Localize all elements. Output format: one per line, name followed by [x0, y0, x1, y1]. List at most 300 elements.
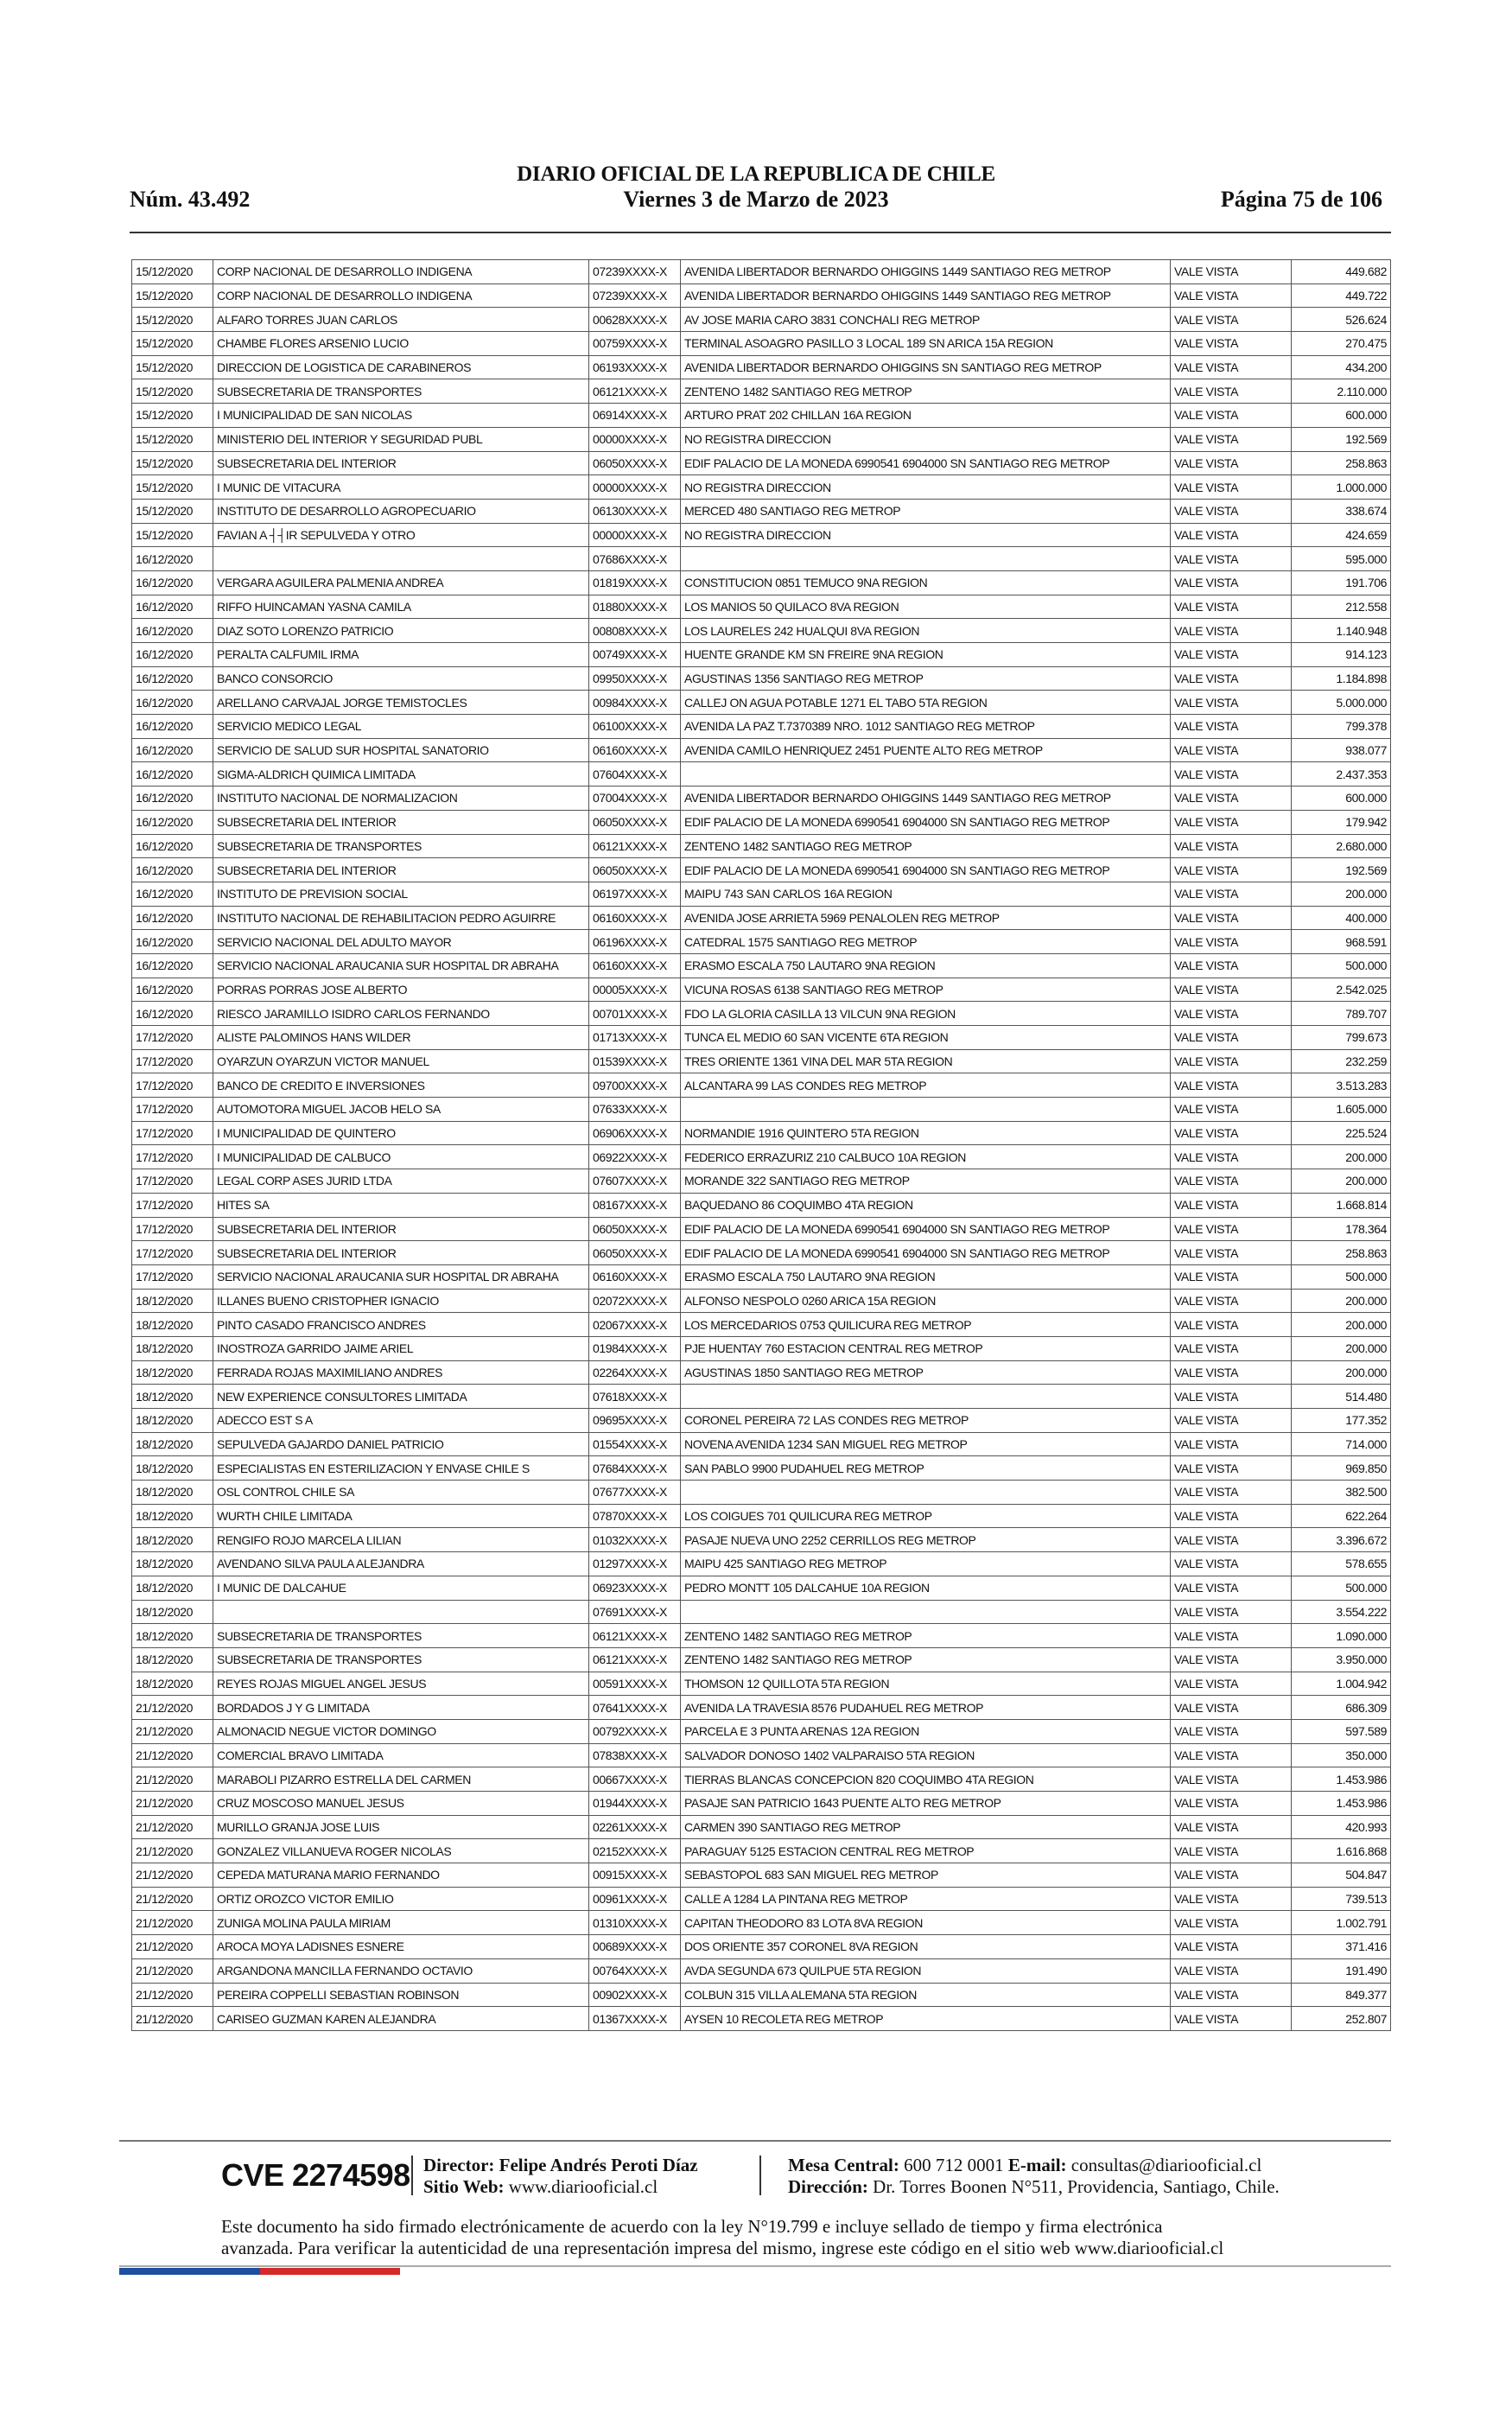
document-type-cell: VALE VISTA — [1171, 1958, 1292, 1983]
amount-cell: 200.000 — [1292, 1169, 1391, 1194]
amount-cell: 938.077 — [1292, 738, 1391, 762]
date-cell: 16/12/2020 — [132, 930, 213, 954]
address-cell: AGUSTINAS 1850 SANTIAGO REG METROP — [681, 1360, 1171, 1385]
rut-cell: 06196XXXX-X — [589, 930, 681, 954]
website-link[interactable]: www.diariooficial.cl — [508, 2176, 658, 2197]
rut-cell: 07239XXXX-X — [589, 283, 681, 308]
document-type-cell: VALE VISTA — [1171, 308, 1292, 332]
name-cell: AUTOMOTORA MIGUEL JACOB HELO SA — [213, 1098, 589, 1122]
rut-cell: 07684XXXX-X — [589, 1456, 681, 1481]
table-row — [132, 978, 1391, 1002]
date-cell: 21/12/2020 — [132, 1935, 213, 1959]
address-cell: SEBASTOPOL 683 SAN MIGUEL REG METROP — [681, 1863, 1171, 1888]
rut-cell: 00628XXXX-X — [589, 308, 681, 332]
address-cell: ZENTENO 1482 SANTIAGO REG METROP — [681, 379, 1171, 404]
rut-cell: 00984XXXX-X — [589, 691, 681, 715]
amount-cell: 597.589 — [1292, 1719, 1391, 1743]
name-cell: SUBSECRETARIA DEL INTERIOR — [213, 858, 589, 882]
table-row — [132, 1026, 1391, 1050]
address-cell: NO REGISTRA DIRECCION — [681, 523, 1171, 547]
document-type-cell: VALE VISTA — [1171, 906, 1292, 930]
rut-cell: 01032XXXX-X — [589, 1528, 681, 1552]
flag-blue-bar — [119, 2268, 260, 2275]
address-label: Dirección: — [788, 2176, 868, 2197]
rut-cell: 06121XXXX-X — [589, 1647, 681, 1672]
name-cell — [213, 547, 589, 571]
name-cell: I MUNICIPALIDAD DE QUINTERO — [213, 1121, 589, 1145]
table-row — [132, 930, 1391, 954]
address-cell: AYSEN 10 RECOLETA REG METROP — [681, 2007, 1171, 2031]
rut-cell: 02261XXXX-X — [589, 1815, 681, 1839]
address-cell: ARTURO PRAT 202 CHILLAN 16A REGION — [681, 404, 1171, 428]
date-cell: 16/12/2020 — [132, 882, 213, 906]
address-cell: MAIPU 425 SANTIAGO REG METROP — [681, 1552, 1171, 1576]
rut-cell: 00808XXXX-X — [589, 619, 681, 643]
date-cell: 18/12/2020 — [132, 1672, 213, 1696]
rut-cell: 06050XXXX-X — [589, 858, 681, 882]
amount-cell: 799.673 — [1292, 1026, 1391, 1050]
document-type-cell: VALE VISTA — [1171, 427, 1292, 451]
date-cell: 21/12/2020 — [132, 1743, 213, 1767]
date-cell: 16/12/2020 — [132, 1002, 213, 1026]
date-cell: 15/12/2020 — [132, 499, 213, 523]
table-row — [132, 523, 1391, 547]
name-cell: CRUZ MOSCOSO MANUEL JESUS — [213, 1792, 589, 1816]
date-cell: 16/12/2020 — [132, 858, 213, 882]
rut-cell: 07618XXXX-X — [589, 1385, 681, 1409]
date-cell: 18/12/2020 — [132, 1481, 213, 1505]
address-cell: THOMSON 12 QUILLOTA 5TA REGION — [681, 1672, 1171, 1696]
address-cell: CALLE A 1284 LA PINTANA REG METROP — [681, 1887, 1171, 1911]
name-cell: PORRAS PORRAS JOSE ALBERTO — [213, 978, 589, 1002]
address-cell: EDIF PALACIO DE LA MONEDA 6990541 6904000 SN SANTIAGO REG METROP — [681, 1241, 1171, 1265]
name-cell: MARABOLI PIZARRO ESTRELLA DEL CARMEN — [213, 1767, 589, 1792]
date-cell: 21/12/2020 — [132, 1839, 213, 1863]
amount-cell: 232.259 — [1292, 1049, 1391, 1073]
table-row — [132, 1743, 1391, 1767]
amount-cell: 714.000 — [1292, 1432, 1391, 1456]
amount-cell: 2.437.353 — [1292, 762, 1391, 786]
amount-cell: 1.616.868 — [1292, 1839, 1391, 1863]
table-row — [132, 1672, 1391, 1696]
table-row — [132, 1624, 1391, 1648]
document-type-cell: VALE VISTA — [1171, 1576, 1292, 1600]
name-cell: INOSTROZA GARRIDO JAIME ARIEL — [213, 1336, 589, 1360]
date-cell: 15/12/2020 — [132, 451, 213, 475]
table-row — [132, 1073, 1391, 1098]
rut-cell: 02264XXXX-X — [589, 1360, 681, 1385]
date-cell: 18/12/2020 — [132, 1360, 213, 1385]
name-cell: CHAMBE FLORES ARSENIO LUCIO — [213, 332, 589, 356]
document-type-cell: VALE VISTA — [1171, 1026, 1292, 1050]
name-cell: VERGARA AGUILERA PALMENIA ANDREA — [213, 570, 589, 595]
table-row — [132, 666, 1391, 691]
rut-cell: 06160XXXX-X — [589, 953, 681, 978]
table-row — [132, 2007, 1391, 2031]
amount-cell: 622.264 — [1292, 1504, 1391, 1528]
document-type-cell: VALE VISTA — [1171, 1792, 1292, 1816]
rut-cell: 01310XXXX-X — [589, 1911, 681, 1935]
rut-cell: 00000XXXX-X — [589, 475, 681, 500]
table-row — [132, 1481, 1391, 1505]
date-cell: 21/12/2020 — [132, 1767, 213, 1792]
name-cell: RENGIFO ROJO MARCELA LILIAN — [213, 1528, 589, 1552]
amount-cell: 5.000.000 — [1292, 691, 1391, 715]
address-cell: ZENTENO 1482 SANTIAGO REG METROP — [681, 1624, 1171, 1648]
table-row — [132, 906, 1391, 930]
rut-cell: 00591XXXX-X — [589, 1672, 681, 1696]
amount-cell: 3.950.000 — [1292, 1647, 1391, 1672]
document-type-cell: VALE VISTA — [1171, 1073, 1292, 1098]
footer-divider — [119, 2140, 1391, 2142]
rut-cell: 09950XXXX-X — [589, 666, 681, 691]
amount-cell: 191.490 — [1292, 1958, 1391, 1983]
rut-cell: 06160XXXX-X — [589, 906, 681, 930]
date-cell: 18/12/2020 — [132, 1552, 213, 1576]
payments-table-body — [132, 260, 1391, 2031]
amount-cell: 1.453.986 — [1292, 1767, 1391, 1792]
address-cell: AVENIDA LA TRAVESIA 8576 PUDAHUEL REG METROP — [681, 1696, 1171, 1720]
table-row — [132, 1815, 1391, 1839]
amount-cell: 200.000 — [1292, 882, 1391, 906]
table-row — [132, 1456, 1391, 1481]
amount-cell: 1.668.814 — [1292, 1193, 1391, 1217]
name-cell: ARGANDONA MANCILLA FERNANDO OCTAVIO — [213, 1958, 589, 1983]
address-cell: PASAJE NUEVA UNO 2252 CERRILLOS REG METROP — [681, 1528, 1171, 1552]
address-cell — [681, 1385, 1171, 1409]
document-type-cell: VALE VISTA — [1171, 499, 1292, 523]
address-cell: PASAJE SAN PATRICIO 1643 PUENTE ALTO REG METROP — [681, 1792, 1171, 1816]
rut-cell: 06197XXXX-X — [589, 882, 681, 906]
amount-cell: 200.000 — [1292, 1289, 1391, 1313]
name-cell: COMERCIAL BRAVO LIMITADA — [213, 1743, 589, 1767]
name-cell: CARISEO GUZMAN KAREN ALEJANDRA — [213, 2007, 589, 2031]
name-cell: SUBSECRETARIA DE TRANSPORTES — [213, 379, 589, 404]
rut-cell: 06923XXXX-X — [589, 1576, 681, 1600]
document-type-cell: VALE VISTA — [1171, 1743, 1292, 1767]
date-cell: 16/12/2020 — [132, 906, 213, 930]
rut-cell: 07838XXXX-X — [589, 1743, 681, 1767]
rut-cell: 06130XXXX-X — [589, 499, 681, 523]
table-row — [132, 427, 1391, 451]
document-type-cell: VALE VISTA — [1171, 1935, 1292, 1959]
document-type-cell: VALE VISTA — [1171, 953, 1292, 978]
rut-cell: 01539XXXX-X — [589, 1049, 681, 1073]
name-cell: BANCO CONSORCIO — [213, 666, 589, 691]
document-type-cell: VALE VISTA — [1171, 1767, 1292, 1792]
date-cell: 16/12/2020 — [132, 595, 213, 619]
table-row — [132, 332, 1391, 356]
table-row — [132, 308, 1391, 332]
phone-label: Mesa Central: — [788, 2155, 899, 2175]
amount-cell: 434.200 — [1292, 355, 1391, 379]
table-row — [132, 1241, 1391, 1265]
email-link[interactable]: consultas@diariooficial.cl — [1070, 2155, 1262, 2175]
rut-cell: 07870XXXX-X — [589, 1504, 681, 1528]
address-cell: FDO LA GLORIA CASILLA 13 VILCUN 9NA REGION — [681, 1002, 1171, 1026]
date-cell: 21/12/2020 — [132, 1911, 213, 1935]
amount-cell: 200.000 — [1292, 1313, 1391, 1337]
document-type-cell: VALE VISTA — [1171, 1385, 1292, 1409]
date-cell: 21/12/2020 — [132, 1958, 213, 1983]
table-row — [132, 1121, 1391, 1145]
address-cell: AVDA SEGUNDA 673 QUILPUE 5TA REGION — [681, 1958, 1171, 1983]
amount-cell: 371.416 — [1292, 1935, 1391, 1959]
document-type-cell: VALE VISTA — [1171, 1336, 1292, 1360]
amount-cell: 600.000 — [1292, 404, 1391, 428]
amount-cell: 382.500 — [1292, 1481, 1391, 1505]
address-cell: LOS MANIOS 50 QUILACO 8VA REGION — [681, 595, 1171, 619]
amount-cell: 2.110.000 — [1292, 379, 1391, 404]
name-cell: REYES ROJAS MIGUEL ANGEL JESUS — [213, 1672, 589, 1696]
document-type-cell: VALE VISTA — [1171, 1193, 1292, 1217]
amount-cell: 449.722 — [1292, 283, 1391, 308]
address-cell: CARMEN 390 SANTIAGO REG METROP — [681, 1815, 1171, 1839]
address-cell: PEDRO MONTT 105 DALCAHUE 10A REGION — [681, 1576, 1171, 1600]
address-cell: AGUSTINAS 1356 SANTIAGO REG METROP — [681, 666, 1171, 691]
name-cell: ADECCO EST S A — [213, 1409, 589, 1433]
date-cell: 21/12/2020 — [132, 1696, 213, 1720]
address-cell: FEDERICO ERRAZURIZ 210 CALBUCO 10A REGION — [681, 1145, 1171, 1169]
table-row — [132, 1887, 1391, 1911]
document-type-cell: VALE VISTA — [1171, 858, 1292, 882]
name-cell — [213, 1600, 589, 1624]
address-cell: CATEDRAL 1575 SANTIAGO REG METROP — [681, 930, 1171, 954]
date-cell: 15/12/2020 — [132, 379, 213, 404]
date-cell: 16/12/2020 — [132, 810, 213, 834]
name-cell: CORP NACIONAL DE DESARROLLO INDIGENA — [213, 283, 589, 308]
document-type-cell: VALE VISTA — [1171, 404, 1292, 428]
amount-cell: 500.000 — [1292, 953, 1391, 978]
amount-cell: 514.480 — [1292, 1385, 1391, 1409]
amount-cell: 258.863 — [1292, 451, 1391, 475]
name-cell: FAVIAN A ┤┤IR SEPULVEDA Y OTRO — [213, 523, 589, 547]
document-type-cell: VALE VISTA — [1171, 1217, 1292, 1241]
document-type-cell: VALE VISTA — [1171, 1313, 1292, 1337]
table-row — [132, 1432, 1391, 1456]
document-type-cell: VALE VISTA — [1171, 1049, 1292, 1073]
rut-cell: 06160XXXX-X — [589, 738, 681, 762]
name-cell: DIAZ SOTO LORENZO PATRICIO — [213, 619, 589, 643]
amount-cell: 739.513 — [1292, 1887, 1391, 1911]
table-row — [132, 1935, 1391, 1959]
amount-cell: 969.850 — [1292, 1456, 1391, 1481]
table-row — [132, 1289, 1391, 1313]
rut-cell: 08167XXXX-X — [589, 1193, 681, 1217]
name-cell: SUBSECRETARIA DE TRANSPORTES — [213, 1624, 589, 1648]
rut-cell: 06050XXXX-X — [589, 451, 681, 475]
amount-cell: 1.004.942 — [1292, 1672, 1391, 1696]
rut-cell: 00749XXXX-X — [589, 643, 681, 667]
table-row — [132, 1313, 1391, 1337]
amount-cell: 400.000 — [1292, 906, 1391, 930]
table-row — [132, 1696, 1391, 1720]
name-cell: SUBSECRETARIA DE TRANSPORTES — [213, 1647, 589, 1672]
address-cell: AVENIDA LIBERTADOR BERNARDO OHIGGINS 1449 SANTIAGO REG METROP — [681, 786, 1171, 811]
flag-stripe — [119, 2268, 400, 2275]
table-row — [132, 1767, 1391, 1792]
address-cell: AVENIDA LIBERTADOR BERNARDO OHIGGINS SN SANTIAGO REG METROP — [681, 355, 1171, 379]
date-cell: 18/12/2020 — [132, 1624, 213, 1648]
publication-date: Viernes 3 de Marzo de 2023 — [623, 187, 889, 212]
date-cell: 16/12/2020 — [132, 691, 213, 715]
table-row — [132, 404, 1391, 428]
rut-cell: 06160XXXX-X — [589, 1264, 681, 1289]
rut-cell: 06050XXXX-X — [589, 1241, 681, 1265]
table-row — [132, 547, 1391, 571]
amount-cell: 350.000 — [1292, 1743, 1391, 1767]
address-cell — [681, 1600, 1171, 1624]
name-cell: SUBSECRETARIA DEL INTERIOR — [213, 1241, 589, 1265]
amount-cell: 789.707 — [1292, 1002, 1391, 1026]
document-type-cell: VALE VISTA — [1171, 786, 1292, 811]
rut-cell: 00689XXXX-X — [589, 1935, 681, 1959]
flag-red-bar — [260, 2268, 401, 2275]
document-type-cell: VALE VISTA — [1171, 547, 1292, 571]
date-cell: 17/12/2020 — [132, 1145, 213, 1169]
website-label: Sitio Web: — [423, 2176, 505, 2197]
footer-contact-block — [788, 2155, 1280, 2198]
document-type-cell: VALE VISTA — [1171, 1145, 1292, 1169]
rut-cell: 07607XXXX-X — [589, 1169, 681, 1194]
address-cell: TRES ORIENTE 1361 VINA DEL MAR 5TA REGION — [681, 1049, 1171, 1073]
rut-cell: 09695XXXX-X — [589, 1409, 681, 1433]
document-type-cell: VALE VISTA — [1171, 523, 1292, 547]
amount-cell: 191.706 — [1292, 570, 1391, 595]
document-type-cell: VALE VISTA — [1171, 379, 1292, 404]
date-cell: 16/12/2020 — [132, 619, 213, 643]
name-cell: INSTITUTO DE DESARROLLO AGROPECUARIO — [213, 499, 589, 523]
rut-cell: 07691XXXX-X — [589, 1600, 681, 1624]
document-type-cell: VALE VISTA — [1171, 1289, 1292, 1313]
table-row — [132, 1647, 1391, 1672]
address-cell: COLBUN 315 VILLA ALEMANA 5TA REGION — [681, 1983, 1171, 2007]
phone-value: 600 712 0001 — [904, 2155, 1004, 2175]
rut-cell: 00902XXXX-X — [589, 1983, 681, 2007]
address-cell: ALFONSO NESPOLO 0260 ARICA 15A REGION — [681, 1289, 1171, 1313]
table-row — [132, 1552, 1391, 1576]
table-row — [132, 1049, 1391, 1073]
date-cell: 18/12/2020 — [132, 1432, 213, 1456]
name-cell: MINISTERIO DEL INTERIOR Y SEGURIDAD PUBL — [213, 427, 589, 451]
name-cell: AROCA MOYA LADISNES ESNERE — [213, 1935, 589, 1959]
table-row — [132, 1169, 1391, 1194]
document-type-cell: VALE VISTA — [1171, 1432, 1292, 1456]
amount-cell: 1.605.000 — [1292, 1098, 1391, 1122]
address-cell: DOS ORIENTE 357 CORONEL 8VA REGION — [681, 1935, 1171, 1959]
name-cell: ILLANES BUENO CRISTOPHER IGNACIO — [213, 1289, 589, 1313]
address-cell: AVENIDA LA PAZ T.7370389 NRO. 1012 SANTIAGO REG METROP — [681, 715, 1171, 739]
table-row — [132, 1528, 1391, 1552]
document-type-cell: VALE VISTA — [1171, 1863, 1292, 1888]
document-type-cell: VALE VISTA — [1171, 1360, 1292, 1385]
amount-cell: 3.554.222 — [1292, 1600, 1391, 1624]
name-cell: SERVICIO NACIONAL ARAUCANIA SUR HOSPITAL DR ABRAHA — [213, 1264, 589, 1289]
document-type-cell: VALE VISTA — [1171, 570, 1292, 595]
name-cell: HITES SA — [213, 1193, 589, 1217]
rut-cell: 06050XXXX-X — [589, 1217, 681, 1241]
document-type-cell: VALE VISTA — [1171, 283, 1292, 308]
amount-cell: 177.352 — [1292, 1409, 1391, 1433]
table-row — [132, 595, 1391, 619]
table-row — [132, 1792, 1391, 1816]
rut-cell: 01819XXXX-X — [589, 570, 681, 595]
rut-cell: 00915XXXX-X — [589, 1863, 681, 1888]
document-type-cell: VALE VISTA — [1171, 1647, 1292, 1672]
name-cell: I MUNICIPALIDAD DE SAN NICOLAS — [213, 404, 589, 428]
name-cell: FERRADA ROJAS MAXIMILIANO ANDRES — [213, 1360, 589, 1385]
date-cell: 18/12/2020 — [132, 1600, 213, 1624]
document-type-cell: VALE VISTA — [1171, 1600, 1292, 1624]
name-cell: ALMONACID NEGUE VICTOR DOMINGO — [213, 1719, 589, 1743]
document-type-cell: VALE VISTA — [1171, 810, 1292, 834]
rut-cell: 02067XXXX-X — [589, 1313, 681, 1337]
rut-cell: 00005XXXX-X — [589, 978, 681, 1002]
amount-cell: 1.140.948 — [1292, 619, 1391, 643]
name-cell: MURILLO GRANJA JOSE LUIS — [213, 1815, 589, 1839]
amount-cell: 1.453.986 — [1292, 1792, 1391, 1816]
rut-cell: 07677XXXX-X — [589, 1481, 681, 1505]
email-label: E-mail: — [1007, 2155, 1067, 2175]
document-type-cell: VALE VISTA — [1171, 1504, 1292, 1528]
address-cell: NOVENA AVENIDA 1234 SAN MIGUEL REG METROP — [681, 1432, 1171, 1456]
table-row — [132, 834, 1391, 858]
date-cell: 21/12/2020 — [132, 1983, 213, 2007]
amount-cell: 600.000 — [1292, 786, 1391, 811]
date-cell: 21/12/2020 — [132, 1719, 213, 1743]
name-cell: SIGMA-ALDRICH QUIMICA LIMITADA — [213, 762, 589, 786]
document-type-cell: VALE VISTA — [1171, 930, 1292, 954]
document-type-cell: VALE VISTA — [1171, 1672, 1292, 1696]
amount-cell: 1.000.000 — [1292, 475, 1391, 500]
table-row — [132, 953, 1391, 978]
address-cell: MERCED 480 SANTIAGO REG METROP — [681, 499, 1171, 523]
amount-cell: 1.184.898 — [1292, 666, 1391, 691]
document-type-cell: VALE VISTA — [1171, 1719, 1292, 1743]
rut-cell: 00667XXXX-X — [589, 1767, 681, 1792]
document-type-cell: VALE VISTA — [1171, 355, 1292, 379]
rut-cell: 00759XXXX-X — [589, 332, 681, 356]
table-row — [132, 1719, 1391, 1743]
address-cell: AVENIDA JOSE ARRIETA 5969 PENALOLEN REG METROP — [681, 906, 1171, 930]
name-cell: I MUNIC DE DALCAHUE — [213, 1576, 589, 1600]
amount-cell: 225.524 — [1292, 1121, 1391, 1145]
table-row — [132, 1911, 1391, 1935]
amount-cell: 200.000 — [1292, 1145, 1391, 1169]
document-type-cell: VALE VISTA — [1171, 1169, 1292, 1194]
rut-cell: 09700XXXX-X — [589, 1073, 681, 1098]
name-cell: INSTITUTO NACIONAL DE REHABILITACION PEDRO AGUIRRE — [213, 906, 589, 930]
document-type-cell: VALE VISTA — [1171, 595, 1292, 619]
document-type-cell: VALE VISTA — [1171, 1887, 1292, 1911]
date-cell: 16/12/2020 — [132, 738, 213, 762]
document-type-cell: VALE VISTA — [1171, 260, 1292, 284]
rut-cell: 00792XXXX-X — [589, 1719, 681, 1743]
name-cell: BORDADOS J Y G LIMITADA — [213, 1696, 589, 1720]
cve-code: CVE 2274598 — [221, 2157, 410, 2193]
name-cell: ESPECIALISTAS EN ESTERILIZACION Y ENVASE CHILE S — [213, 1456, 589, 1481]
name-cell: SERVICIO DE SALUD SUR HOSPITAL SANATORIO — [213, 738, 589, 762]
amount-cell: 449.682 — [1292, 260, 1391, 284]
document-type-cell: VALE VISTA — [1171, 1481, 1292, 1505]
address-cell: MAIPU 743 SAN CARLOS 16A REGION — [681, 882, 1171, 906]
rut-cell: 02072XXXX-X — [589, 1289, 681, 1313]
rut-cell: 00961XXXX-X — [589, 1887, 681, 1911]
date-cell: 17/12/2020 — [132, 1264, 213, 1289]
rut-cell: 06193XXXX-X — [589, 355, 681, 379]
document-type-cell: VALE VISTA — [1171, 762, 1292, 786]
rut-cell: 00000XXXX-X — [589, 427, 681, 451]
